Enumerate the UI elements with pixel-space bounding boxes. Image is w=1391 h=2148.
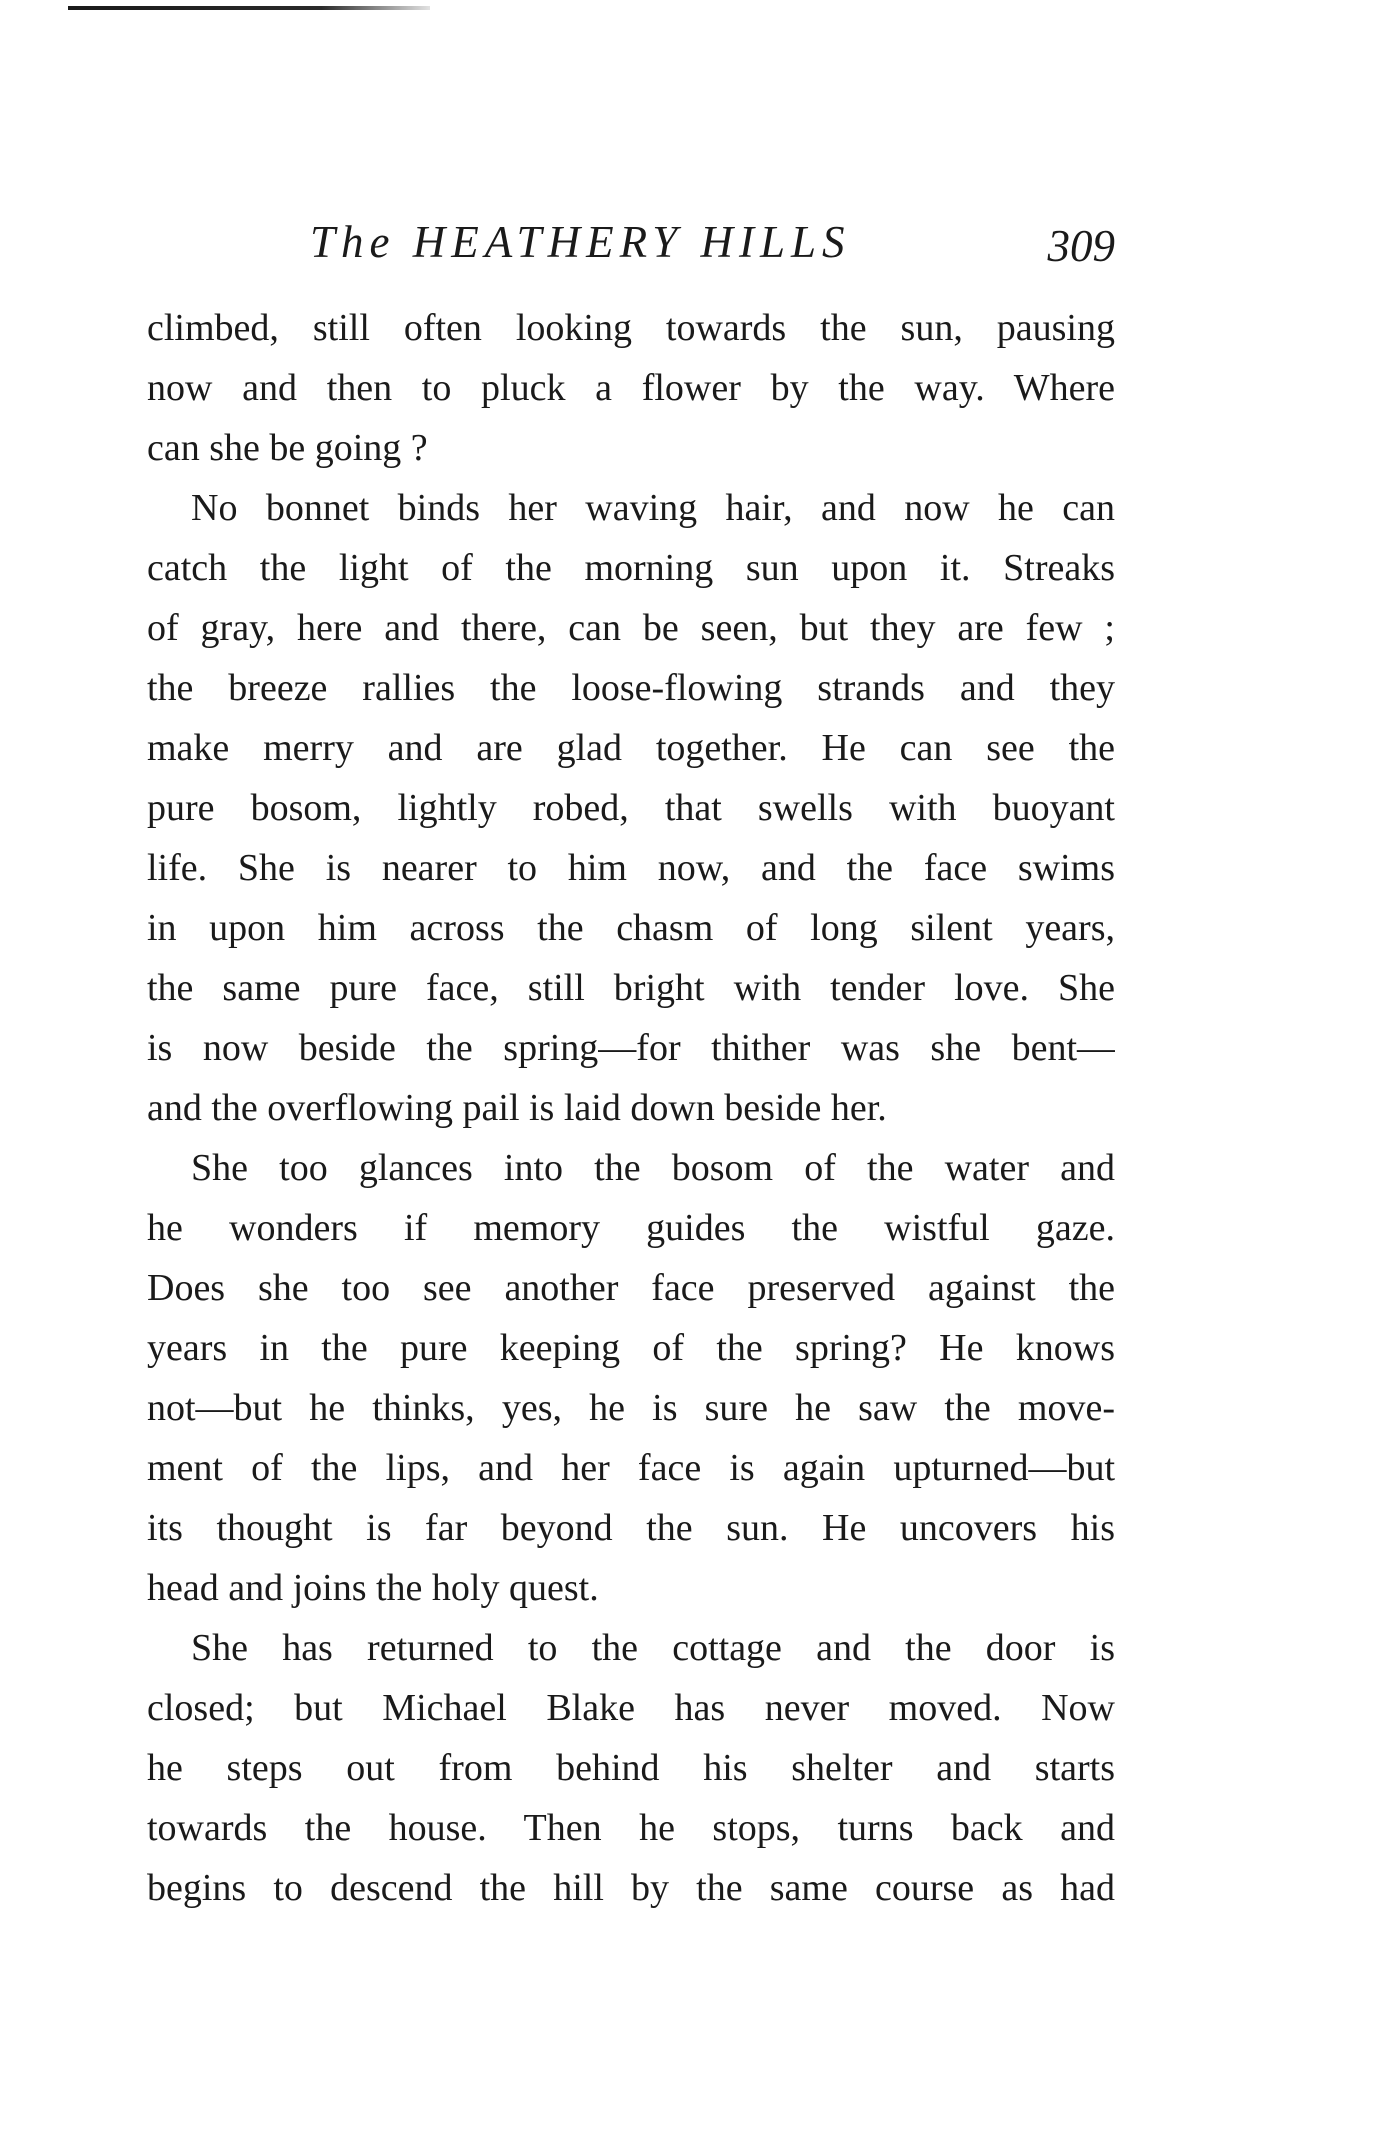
running-title: The HEATHERY HILLS [310,217,851,267]
text-line: life. She is nearer to him now, and the face swims [147,847,1115,889]
text-line: he steps out from behind his shelter and starts [147,1747,1115,1789]
paragraph [147,1138,1115,1618]
text-line: he wonders if memory guides the wistful gaze. [147,1207,1115,1249]
text-line: No bonnet binds her waving hair, and now he can [191,487,1115,529]
page-header [147,212,1115,272]
text-line: years in the pure keeping of the spring? He knows [147,1327,1115,1369]
text-line: of gray, here and there, can be seen, but they are few ; [147,607,1115,649]
text-line: begins to descend the hill by the same course as had [147,1867,1115,1909]
page-number: 309 [1047,221,1115,271]
text-line: and the overflowing pail is laid down beside her. [147,1087,887,1129]
text-line: ment of the lips, and her face is again upturned—but [147,1447,1115,1489]
text-line: can she be going ? [147,427,428,469]
body-text [147,298,1115,1918]
text-line: is now beside the spring—for thither was she bent— [147,1027,1115,1069]
text-line: the same pure face, still bright with tender love. She [147,967,1115,1009]
text-line: pure bosom, lightly robed, that swells with buoyant [147,787,1115,829]
text-line: in upon him across the chasm of long silent years, [147,907,1115,949]
text-line: towards the house. Then he stops, turns back and [147,1807,1115,1849]
text-line: now and then to pluck a flower by the way. Where [147,367,1115,409]
paragraph [147,298,1115,478]
paragraph [147,1618,1115,1918]
text-line: the breeze rallies the loose-flowing strands and they [147,667,1115,709]
text-line: not—but he thinks, yes, he is sure he saw the move- [147,1387,1115,1429]
text-line: climbed, still often looking towards the sun, pausing [147,307,1115,349]
text-line: its thought is far beyond the sun. He uncovers his [147,1507,1115,1549]
text-line: catch the light of the morning sun upon it. Streaks [147,547,1115,589]
text-line: She has returned to the cottage and the door is [191,1627,1115,1669]
text-line: head and joins the holy quest. [147,1567,599,1609]
top-rule [68,6,430,10]
text-line: closed; but Michael Blake has never moved. Now [147,1687,1115,1729]
text-line: Does she too see another face preserved against the [147,1267,1115,1309]
text-line: She too glances into the bosom of the water and [191,1147,1115,1189]
paragraph [147,478,1115,1138]
text-line: make merry and are glad together. He can see the [147,727,1115,769]
